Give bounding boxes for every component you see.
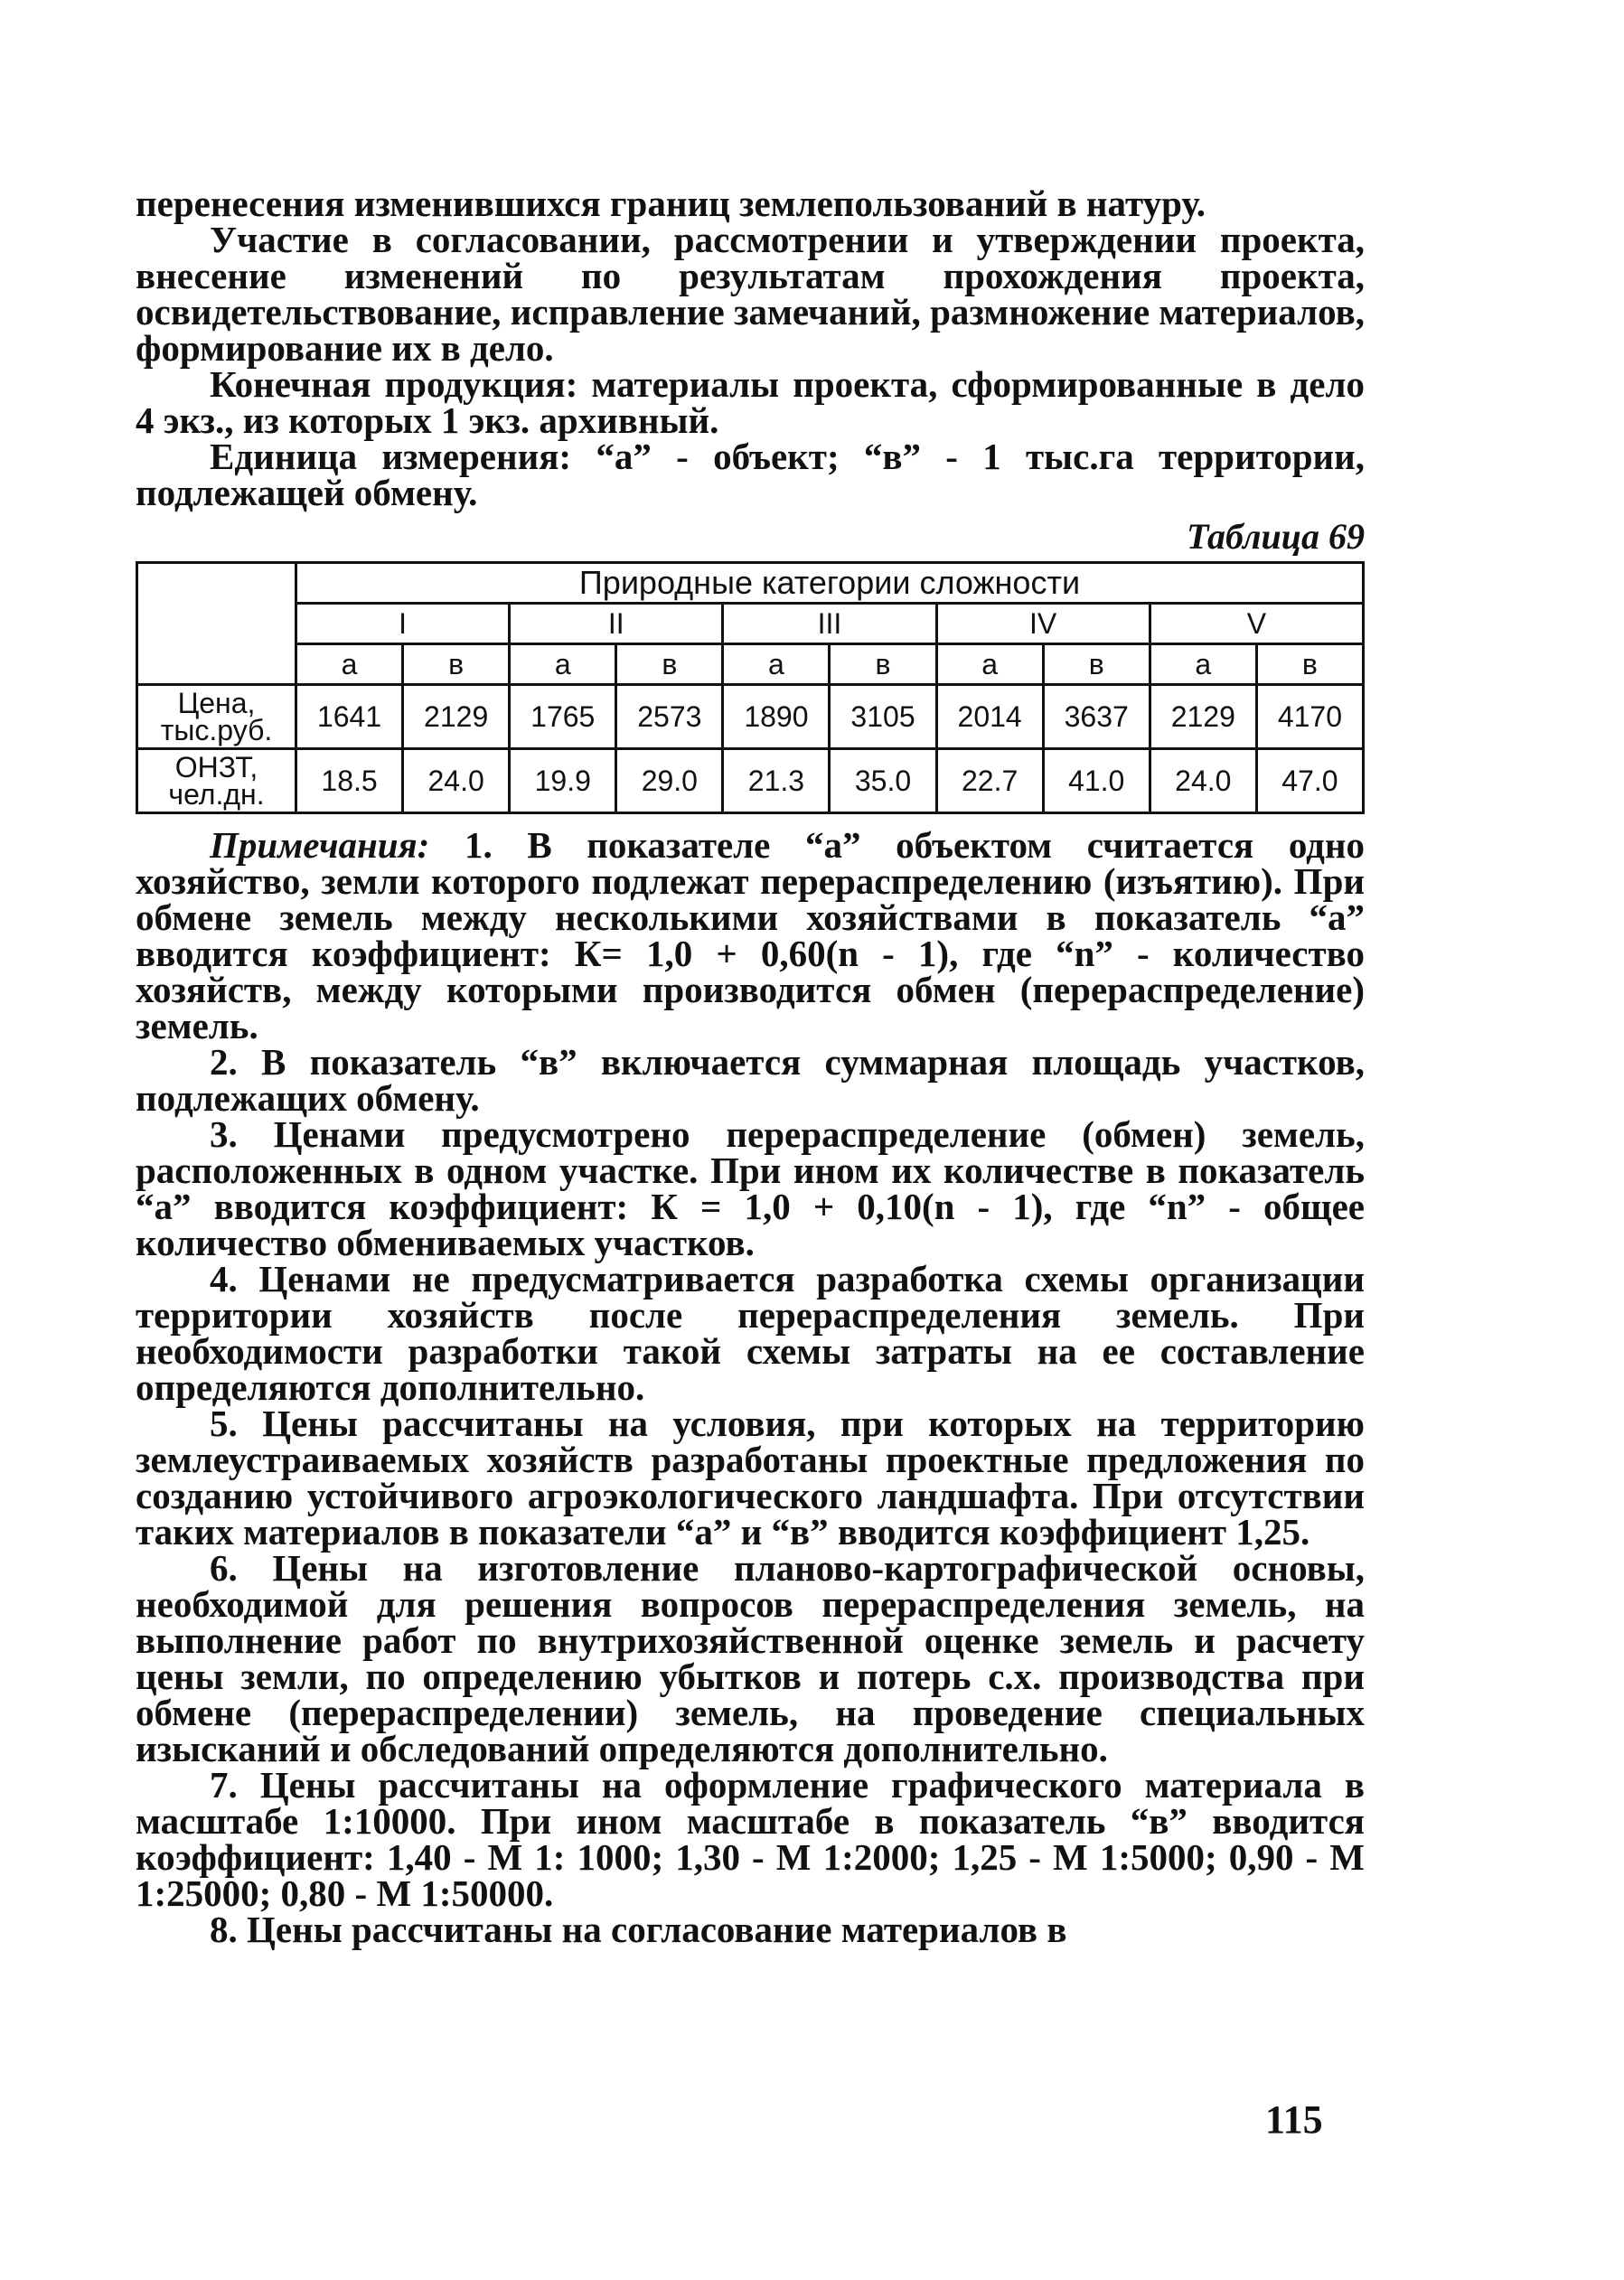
table-cell: 29.0 (616, 749, 723, 813)
category-header: II (510, 604, 723, 644)
table-cell: 3105 (830, 685, 936, 749)
price-table (136, 561, 1365, 814)
table-cell: 2014 (936, 685, 1043, 749)
note-5: 5. Цены рассчитаны на условия, при которых на территорию землеустраиваемых хозяйств разработаны проектные предложения по созданию устойчивого агроэкологического ландшафта. При отсутствии таких материалов в показатели “а” и “в” вводится коэффициент 1,25. (136, 1403, 1365, 1553)
note-4: 4. Ценами не предусматривается разработка схемы организации территории хозяйств после перераспределения земель. При необходимости разработки такой схемы затраты на ее составление определяются дополнительно. (136, 1258, 1365, 1408)
note-1-text: 1. В показателе “а” объектом считается одно хозяйство, земли которого подлежат перераспределению (изъятию). При обмене земель между несколькими хозяйствами в показатель “а” вводится коэффициент: К= 1,0 + 0,60(n - 1), где “n” - количество хозяйств, между которыми производится обмен (перераспределение) земель. (136, 824, 1366, 1046)
table-cell: 1641 (296, 685, 403, 749)
subheader-cell: в (403, 644, 510, 685)
subheader-cell: а (296, 644, 403, 685)
intro-paragraph-1: перенесения изменившихся границ землепользований в натуру. (136, 183, 1206, 224)
subheader-cell: а (936, 644, 1043, 685)
table-cell: 19.9 (510, 749, 616, 813)
table-cell: 2129 (403, 685, 510, 749)
row-label: Цена, тыс.руб. (137, 685, 296, 749)
category-header: IV (936, 604, 1150, 644)
table-cell: 35.0 (830, 749, 936, 813)
category-header: III (723, 604, 936, 644)
table-cell: 47.0 (1256, 749, 1363, 813)
subheader-cell: в (1043, 644, 1150, 685)
subheader-cell: а (510, 644, 616, 685)
note-7: 7. Цены рассчитаны на оформление графического материала в масштабе 1:10000. При ином масштабе в показатель “в” вводится коэффициент: 1,40 - М 1: 1000; 1,30 - М 1:2000; 1,25 - М 1:5000; 0,90 - М 1:25000; 0,80 - М 1:50000. (136, 1764, 1365, 1914)
table-cell: 24.0 (1150, 749, 1256, 813)
table-row (137, 685, 1364, 749)
note-3: 3. Ценами предусмотрено перераспределение (обмен) земель, расположенных в одном участке. При ином их количестве в показатель “а” вводится коэффициент: К = 1,0 + 0,10(n - 1), где “n” - общее количество обмениваемых участков. (136, 1113, 1365, 1263)
intro-paragraph-3: Конечная продукция: материалы проекта, сформированные в дело 4 экз., из которых 1 экз. архивный. (136, 363, 1365, 441)
table-cell: 41.0 (1043, 749, 1150, 813)
subheader-cell: в (1256, 644, 1363, 685)
table-cell: 4170 (1256, 685, 1363, 749)
table-cell: 2573 (616, 685, 723, 749)
page-number: 115 (1265, 2097, 1323, 2142)
page-content (136, 183, 1366, 1950)
note-2: 2. В показатель “в” включается суммарная площадь участков, подлежащих обмену. (136, 1041, 1365, 1119)
table-cell: 1765 (510, 685, 616, 749)
table-cell: 3637 (1043, 685, 1150, 749)
intro-paragraph-4: Единица измерения: “а” - объект; “в” - 1 тыс.га территории, подлежащей обмену. (136, 436, 1365, 513)
table-header: Природные категории сложности (296, 563, 1364, 604)
subheader-cell: в (616, 644, 723, 685)
notes-label: Примечания: (210, 824, 430, 866)
table-cell: 1890 (723, 685, 830, 749)
table-cell: 2129 (1150, 685, 1256, 749)
note-6: 6. Цены на изготовление планово-картографической основы, необходимой для решения вопросов перераспределения земель, на выполнение работ по внутрихозяйственной оценке земель и расчету цены земли, по определению убытков и потерь с.х. производства при обмене (перераспределении) земель, на проведение специальных изысканий и обследований определяются дополнительно. (136, 1547, 1365, 1769)
table-row (137, 749, 1364, 813)
table-cell: 18.5 (296, 749, 403, 813)
subheader-cell: а (1150, 644, 1256, 685)
table-cell: 24.0 (403, 749, 510, 813)
intro-paragraph-2: Участие в согласовании, рассмотрении и утверждении проекта, внесение изменений по результатам прохождения проекта, освидетельствование, исправление замечаний, размножение материалов, формирование их в дело. (136, 219, 1365, 369)
category-header: V (1150, 604, 1363, 644)
table-corner-cell (137, 563, 296, 685)
table-caption: Таблица 69 (1187, 516, 1365, 557)
table-cell: 21.3 (723, 749, 830, 813)
row-label: ОНЗТ, чел.дн. (137, 749, 296, 813)
category-header: I (296, 604, 510, 644)
note-1 (136, 824, 1366, 1046)
subheader-cell: в (830, 644, 936, 685)
table-cell: 22.7 (936, 749, 1043, 813)
subheader-cell: а (723, 644, 830, 685)
note-8: 8. Цены рассчитаны на согласование материалов в (210, 1909, 1067, 1950)
